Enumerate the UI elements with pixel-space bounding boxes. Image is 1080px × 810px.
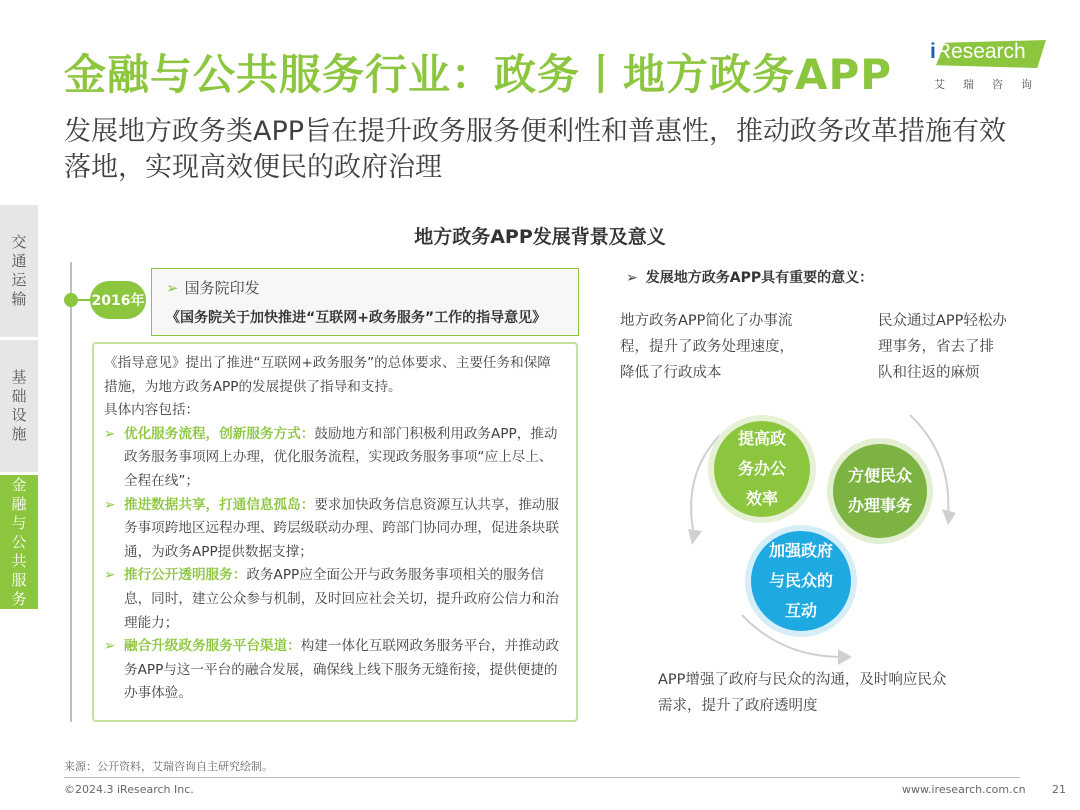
side-navigation (0, 205, 38, 612)
arrow-bullet-icon: ➢ (104, 496, 116, 513)
circle-interaction: 加强政府 与民众的 互动 (745, 525, 857, 637)
website-link[interactable]: www.iresearch.com.cn (902, 783, 1026, 796)
significance-note-convenience: 民众通过APP轻松办理事务，省去了排队和往返的麻烦 (878, 313, 1007, 381)
document-name: 《国务院关于加快推进“互联网+政务服务”工作的指导意见》 (166, 310, 547, 326)
issuer-line (166, 277, 578, 298)
logo-brand-prefix: i (930, 40, 936, 63)
issuer-box (151, 268, 579, 336)
year-badge: 2016年 (90, 281, 146, 319)
source-note: 来源：公开资料，艾瑞咨询自主研究绘制。 (64, 760, 273, 773)
footer-divider (64, 777, 1020, 778)
arrow-bullet-icon: ➢ (104, 567, 116, 584)
list-item (104, 564, 564, 635)
logo-cn-text: 艾瑞咨询 (934, 78, 1050, 91)
side-tab-finance-public-service[interactable]: 金融与公共服务 (0, 475, 38, 609)
guideline-content-box (92, 342, 578, 722)
logo-brand-rest: Research (935, 40, 1026, 63)
list-item (104, 423, 564, 494)
guideline-list-intro: 具体内容包括： (104, 402, 200, 419)
arrow-bullet-icon: ➢ (626, 270, 638, 286)
arrow-bullet-icon: ➢ (104, 638, 116, 655)
list-item (104, 635, 564, 706)
bullet-heading: 融合升级政务服务平台渠道： (124, 638, 301, 655)
circle-efficiency: 提高政 务办公 效率 (708, 415, 816, 523)
issuer-text: 国务院印发 (184, 279, 260, 297)
iresearch-logo (928, 34, 1050, 96)
side-tab-infrastructure[interactable]: 基础设施 (0, 340, 38, 472)
significance-note-efficiency: 地方政务APP简化了办事流程，提升了政务处理速度，降低了行政成本 (620, 313, 794, 381)
list-item (104, 494, 564, 565)
guideline-intro: 《指导意见》提出了推进“互联网+政务服务”的总体要求、主要任务和保障措施，为地方政务APP的发展提供了指导和支持。 (104, 355, 551, 395)
bullet-heading: 推进数据共享，打通信息孤岛： (124, 496, 315, 513)
arrow-bullet-icon: ➢ (166, 279, 179, 297)
section-title: 地方政务APP发展背景及意义 (414, 226, 666, 248)
side-tab-transport[interactable]: 交通运输 (0, 205, 38, 337)
page-number: 21 (1052, 783, 1066, 796)
bullet-heading: 优化服务流程，创新服务方式： (124, 425, 315, 442)
significance-heading: ➢ 发展地方政务APP具有重要的意义： (626, 270, 874, 286)
timeline-line (70, 262, 72, 722)
page-subtitle: 发展地方政务类APP旨在提升政务服务便利性和普惠性，推动政务改革措施有效落地，实现高效便民的政府治理 (64, 116, 1007, 183)
significance-note-interaction: APP增强了政府与民众的沟通，及时响应民众需求，提升了政府透明度 (658, 672, 947, 714)
circle-convenience: 方便民众 办理事务 (827, 438, 933, 544)
page-title: 金融与公共服务行业：政务丨地方政务APP (64, 50, 893, 99)
bullet-heading: 推行公开透明服务： (124, 567, 247, 584)
copyright: ©2024.3 iResearch Inc. (64, 783, 194, 796)
bullet-text: 鼓励地方和部门积极利用政务APP，推动政务服务事项网上办理，优化服务流程，实现政务服务事项“应上尽上、全程在线”； (124, 425, 558, 489)
bullet-text: 要求加快政务信息资源互认共享，推动服务事项跨地区远程办理、跨层级联动办理、跨部门协同办理，促进条块联通，为政务APP提供数据支撑； (124, 496, 559, 560)
bullet-text: 构建一体化互联网政务服务平台，并推动政务APP与这一平台的融合发展，确保线上线下服务无缝衔接，提供便捷的办事体验。 (124, 638, 559, 702)
bullet-text: 政务APP应全面公开与政务服务事项相关的服务信息，同时，建立公众参与机制，及时回应社会关切，提升政府公信力和治理能力； (124, 567, 559, 631)
logo-brand (930, 40, 1026, 64)
arrow-bullet-icon: ➢ (104, 425, 116, 442)
